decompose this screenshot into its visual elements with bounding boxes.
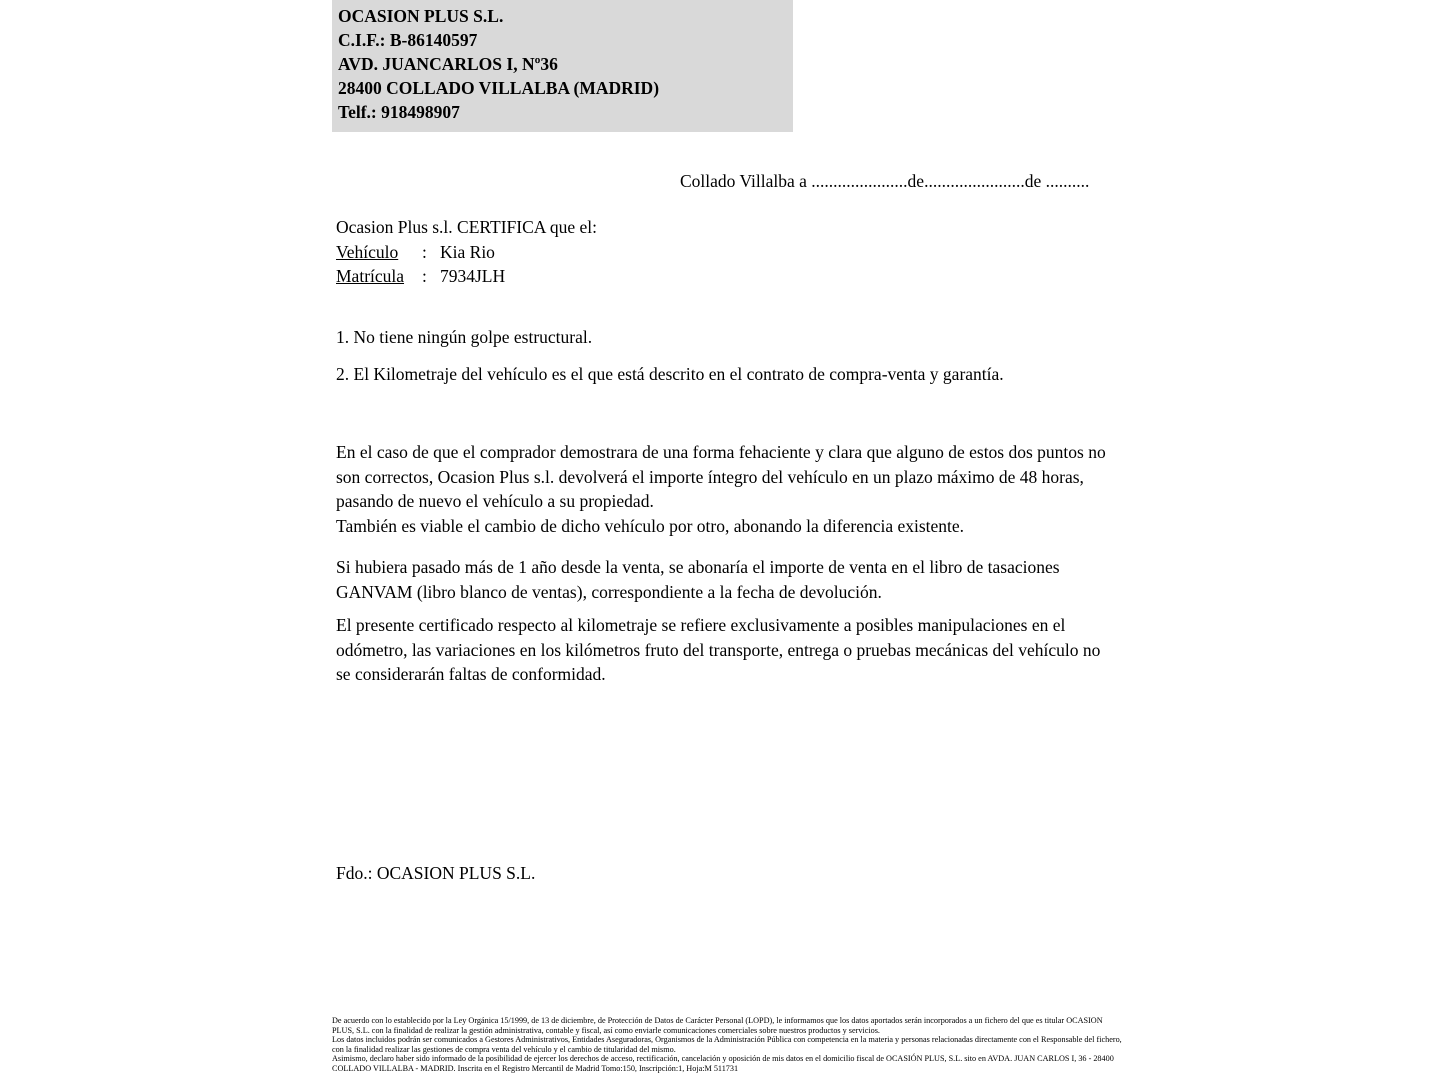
company-letterhead: [332, 0, 793, 132]
plate-value: 7934JLH: [440, 266, 506, 286]
legal-block-3: Asimismo, declaro haber sido informado de la posibilidad de ejercer los derechos de acceso, rectificación, cancelación y oposición de mis datos en el domicilio fiscal de OCASIÓN PLUS, S.L. sito en AVDA. JUAN CARLOS I, 36 - 28400 COLLADO VILLALBA - MADRID. Inscrita en el Registro Mercantil de Madrid Tomo:150, Inscripción:1, Hoja:M 511731: [332, 1054, 1114, 1073]
company-cif: C.I.F.: B-86140597: [338, 30, 478, 50]
date-line: Collado Villalba a ......................de.......................de ..........: [680, 171, 1090, 191]
paragraph-exchange: También es viable el cambio de dicho vehículo por otro, abonando la diferencia existente.: [336, 516, 965, 536]
vehicle-label: Vehículo: [336, 241, 399, 262]
legal-block-1: De acuerdo con lo establecido por la Ley Orgánica 15/1999, de 13 de diciembre, de Protección de Datos de Carácter Personal (LOPD), le informamos que los datos aportados serán incorporados a un fichero del que es titular OCASION PLUS, S.L. con la finalidad de realizar la gestión administrativa, contable y fiscal, así como enviarle comunicaciones comerciales sobre nuestros productos y servicios.: [332, 1016, 1103, 1035]
company-name: OCASION PLUS S.L.: [338, 6, 504, 26]
company-city: 28400 COLLADO VILLALBA (MADRID): [338, 78, 660, 98]
point-1: 1. No tiene ningún golpe estructural.: [336, 327, 593, 347]
point-2: 2. El Kilometraje del vehículo es el que está descrito en el contrato de compra-venta y garantía.: [336, 364, 1004, 384]
plate-row: [336, 264, 597, 289]
certifies-intro: Ocasion Plus s.l. CERTIFICA que el:: [336, 217, 597, 237]
vehicle-colon: :: [422, 241, 427, 262]
plate-colon: :: [422, 266, 427, 286]
paragraph-ganvam: Si hubiera pasado más de 1 año desde la venta, se abonaría el importe de venta en el libro de tasaciones GANVAM (libro blanco de ventas), correspondiente a la fecha de devolución.: [336, 557, 1060, 602]
legal-footer: [332, 1016, 1122, 1074]
vehicle-value: Kia Rio: [440, 241, 495, 262]
paragraph-refund: En el caso de que el comprador demostrara de una forma fehaciente y clara que alguno de estos dos puntos no son correctos, Ocasion Plus s.l. devolverá el importe íntegro del vehículo en un plazo máximo de 48 horas, pasando de nuevo el vehículo a su propiedad.: [336, 442, 1106, 511]
plate-label: Matrícula: [336, 266, 405, 286]
signature-line: Fdo.: OCASION PLUS S.L.: [336, 863, 536, 883]
paragraph-odometer: El presente certificado respecto al kilometraje se refiere exclusivamente a posibles manipulaciones en el odómetro, las variaciones en los kilómetros fruto del transporte, entrega o pruebas mecánicas del vehículo no se considerarán faltas de conformidad.: [336, 615, 1101, 684]
certification-block: [336, 215, 597, 289]
legal-block-2: Los datos incluidos podrán ser comunicados a Gestores Administrativos, Entidades Aseguradoras, Organismos de la Administración Pública con competencia en la materia y personas relacionadas directamente con el Responsable del fichero, con la finalidad realizar las gestiones de compra venta del vehículo y el cambio de titularidad del mismo.: [332, 1035, 1122, 1054]
vehicle-row: [336, 240, 597, 265]
company-phone: Telf.: 918498907: [338, 102, 460, 122]
company-address: AVD. JUANCARLOS I, Nº36: [338, 54, 558, 74]
